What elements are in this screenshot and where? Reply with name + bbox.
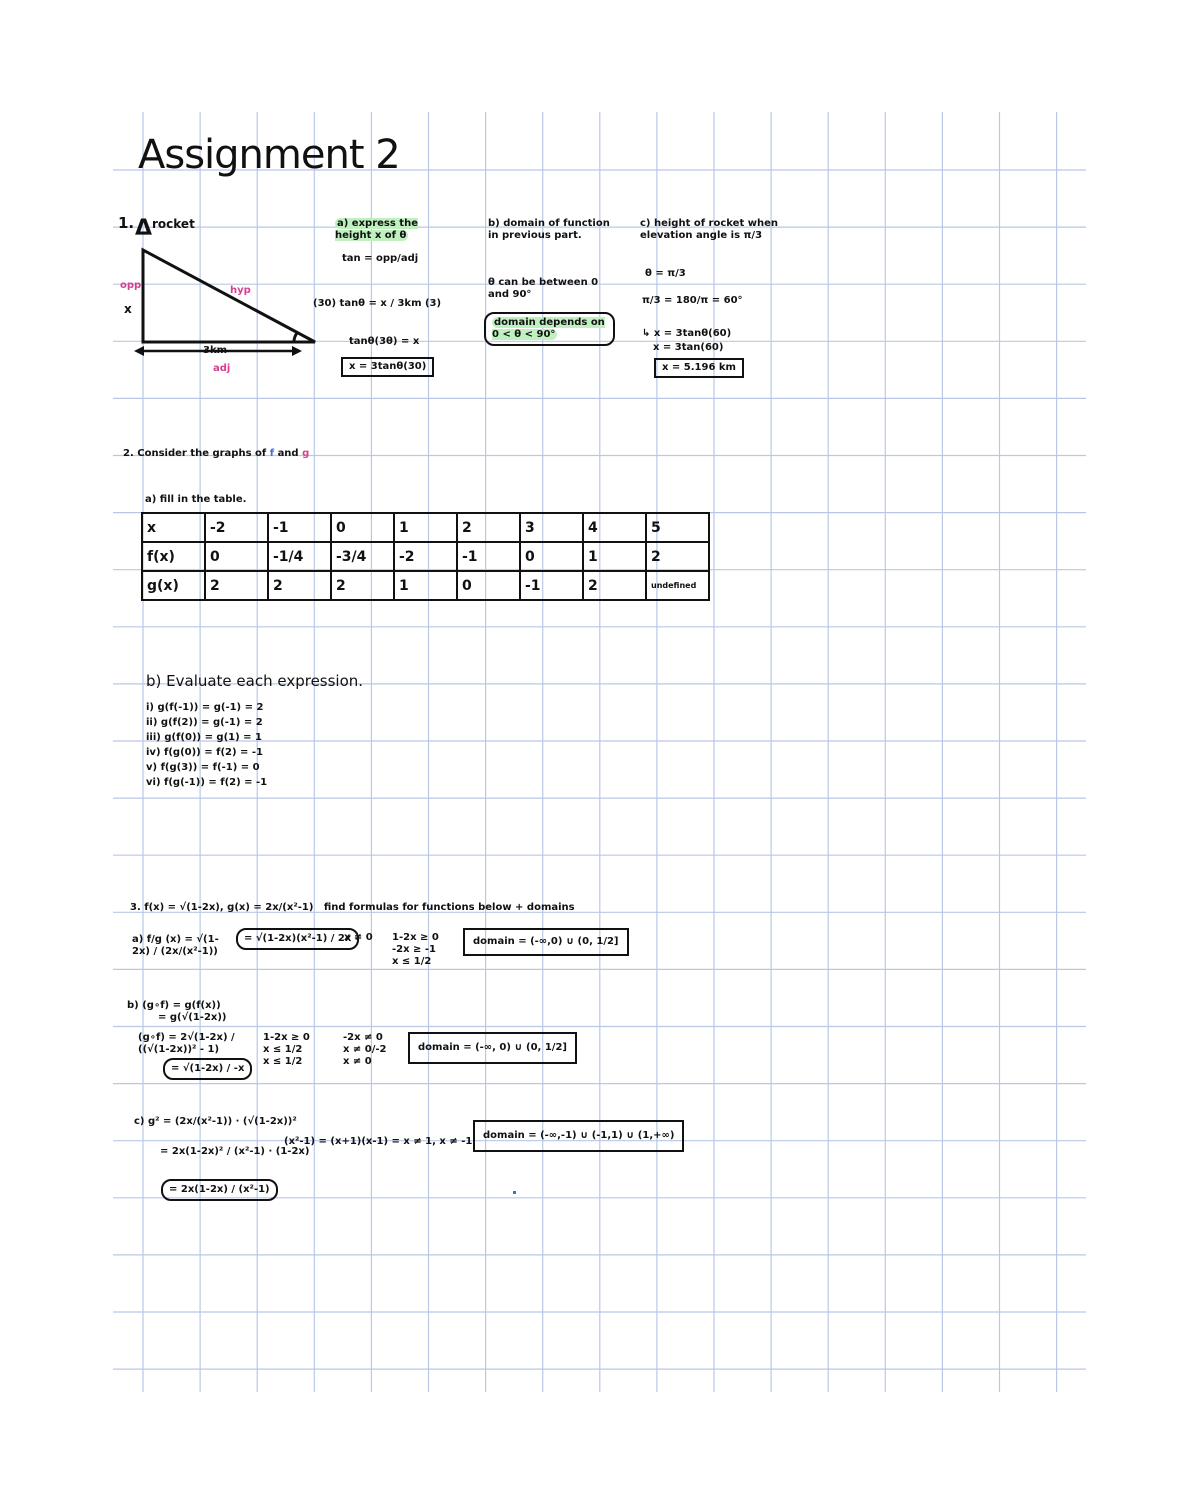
q2b-list (146, 702, 267, 789)
q2a-title: a) fill in the table. (145, 494, 247, 505)
table-cell: 2 (646, 542, 709, 571)
q3-g-def: g(x) = 2x/(x²-1) (227, 902, 314, 913)
q3a-step: x ≤ 1/2 (392, 956, 432, 967)
q1-triangle-label: rocket (152, 217, 195, 231)
label-adj: adj (213, 363, 231, 374)
table-cell: 0 (205, 542, 268, 571)
table-cell: -3/4 (331, 542, 394, 571)
table-cell: -1 (268, 513, 331, 542)
q2-g-label: g (302, 448, 310, 459)
q1c-eq2: π/3 = 180/π = 60° (642, 295, 743, 306)
page-title: Assignment 2 (138, 132, 400, 178)
table-cell: 2 (583, 571, 646, 600)
label-hyp: hyp (230, 285, 251, 296)
q3a-boxed: = √(1-2x)(x²-1) / 2x (236, 928, 359, 950)
q3b-steps2 (343, 1032, 387, 1068)
q1c-title: c) height of rocket when elevation angle is π/3 (640, 218, 778, 241)
q1c-eq4: x = 3tan(60) (653, 342, 724, 353)
table-row-header: f(x) (142, 542, 205, 571)
q3b-expr2: = g(√(1-2x)) (158, 1012, 227, 1023)
label-opp: opp (120, 280, 142, 291)
value-table-body (142, 513, 709, 600)
table-cell: 1 (394, 513, 457, 542)
q2-heading (123, 448, 309, 460)
q3-f-def: f(x) = √(1-2x) (144, 902, 220, 913)
table-cell: -2 (205, 513, 268, 542)
q1b-answer (484, 312, 615, 346)
q3c-boxed: = 2x(1-2x) / (x²-1) (161, 1179, 278, 1201)
q1b-answer-text: domain depends on 0 < θ < 90° (492, 317, 605, 340)
table-cell: 5 (646, 513, 709, 542)
table-row-header: g(x) (142, 571, 205, 600)
q3a-step: -2x ≥ -1 (392, 944, 437, 955)
q2-and-label: and (277, 448, 299, 459)
q2b-item: iv) f(g(0)) = f(2) = -1 (146, 747, 263, 758)
q2b-item: iii) g(f(0)) = g(1) = 1 (146, 732, 262, 743)
table-cell: 0 (520, 542, 583, 571)
q1a-title (335, 218, 445, 242)
q3a-expr: a) f/g (x) = √(1-2x) / (2x/(x²-1)) (132, 934, 219, 957)
q3c-domain: domain = (-∞,-1) ∪ (-1,1) ∪ (1,+∞) (473, 1120, 684, 1152)
q3b-expr3: (g∘f) = 2√(1-2x) / ((√(1-2x))² - 1) (138, 1032, 235, 1055)
q3b-steps1 (263, 1032, 310, 1068)
table-cell: 0 (331, 513, 394, 542)
q2b-title: b) Evaluate each expression. (146, 672, 364, 690)
table-cell: 1 (583, 542, 646, 571)
q3-heading: 3. f(x) = √(1-2x), g(x) = 2x/(x²-1) find formulas for functions below + domains (130, 902, 575, 913)
table-cell: 0 (457, 571, 520, 600)
triangle-symbol: Δ (135, 216, 153, 241)
value-table (141, 512, 710, 601)
q2b-item: i) g(f(-1)) = g(-1) = 2 (146, 702, 264, 713)
q3-number: 3. (130, 902, 141, 913)
table-cell: -2 (394, 542, 457, 571)
q3b-step: x ≤ 1/2 (263, 1044, 303, 1055)
q1c-answer: x = 5.196 km (654, 358, 744, 378)
q3-heading-text: find formulas for functions below + domains (323, 902, 575, 913)
q3b-step: x ≠ 0/-2 (343, 1044, 387, 1055)
q3b-step: x ≤ 1/2 (263, 1056, 303, 1067)
q3a-cond: x ≠ 0 (344, 932, 373, 943)
q2b-item: v) f(g(3)) = f(-1) = 0 (146, 762, 260, 773)
q1c-eq1: θ = π/3 (645, 268, 686, 279)
q2b-item: vi) f(g(-1)) = f(2) = -1 (146, 777, 268, 788)
table-cell: 2 (457, 513, 520, 542)
table-cell: -1/4 (268, 542, 331, 571)
table-cell: 3 (520, 513, 583, 542)
q1b-title: b) domain of function in previous part. (488, 218, 610, 241)
q2-f-label: f (269, 448, 275, 459)
q3a-step: 1-2x ≥ 0 (392, 932, 439, 943)
q1a-eq3: tanθ(3θ) = x (349, 336, 420, 347)
label-x: x (124, 302, 132, 316)
q3b-domain: domain = (-∞, 0) ∪ (0, 1/2] (408, 1032, 577, 1064)
table-row (142, 513, 709, 542)
label-base: 3km (203, 345, 228, 356)
q3c-cond: (x²-1) = (x+1)(x-1) = x ≠ 1, x ≠ -1 (284, 1136, 473, 1147)
q3c-expr2: = 2x(1-2x)² / (x²-1) · (1-2x) (160, 1146, 310, 1157)
q1a-title-text: a) express the height x of θ (335, 218, 418, 241)
q2b-item: ii) g(f(2)) = g(-1) = 2 (146, 717, 263, 728)
table-cell: -1 (520, 571, 583, 600)
q3b-step: x ≠ 0 (343, 1056, 372, 1067)
table-cell: undefined (646, 571, 709, 600)
base-arrow-left-head (134, 346, 144, 356)
q1-number: 1. (118, 214, 135, 232)
q3b-expr1: b) (g∘f) = g(f(x)) (127, 1000, 221, 1011)
table-cell: 2 (331, 571, 394, 600)
base-arrow-right-head (292, 346, 302, 356)
table-row (142, 571, 709, 600)
q1a-eq1: tan = opp/adj (342, 253, 419, 264)
table-cell: 1 (394, 571, 457, 600)
table-row-header: x (142, 513, 205, 542)
q1b-note: θ can be between 0 and 90° (488, 277, 599, 300)
table-row (142, 542, 709, 571)
q3c-expr1: c) g² = (2x/(x²-1)) · (√(1-2x))² (134, 1116, 297, 1127)
q1a-answer: x = 3tanθ(30) (341, 357, 434, 377)
q3b-step: 1-2x ≥ 0 (263, 1032, 310, 1043)
table-cell: -1 (457, 542, 520, 571)
q2-heading-text: 2. Consider the graphs of (123, 448, 267, 459)
q3a-domain: domain = (-∞,0) ∪ (0, 1/2] (463, 928, 629, 956)
q3b-boxed: = √(1-2x) / -x (163, 1058, 252, 1080)
triangle-diagram (110, 240, 325, 380)
stray-dot (513, 1191, 516, 1194)
q3a-steps (392, 932, 439, 968)
table-cell: 2 (205, 571, 268, 600)
table-cell: 2 (268, 571, 331, 600)
q1c-eq3: ↳ x = 3tanθ(60) (642, 328, 732, 339)
table-cell: 4 (583, 513, 646, 542)
q3b-step: -2x ≠ 0 (343, 1032, 383, 1043)
right-triangle (143, 250, 315, 342)
q1a-eq2: (30) tanθ = x / 3km (3) (313, 298, 442, 309)
